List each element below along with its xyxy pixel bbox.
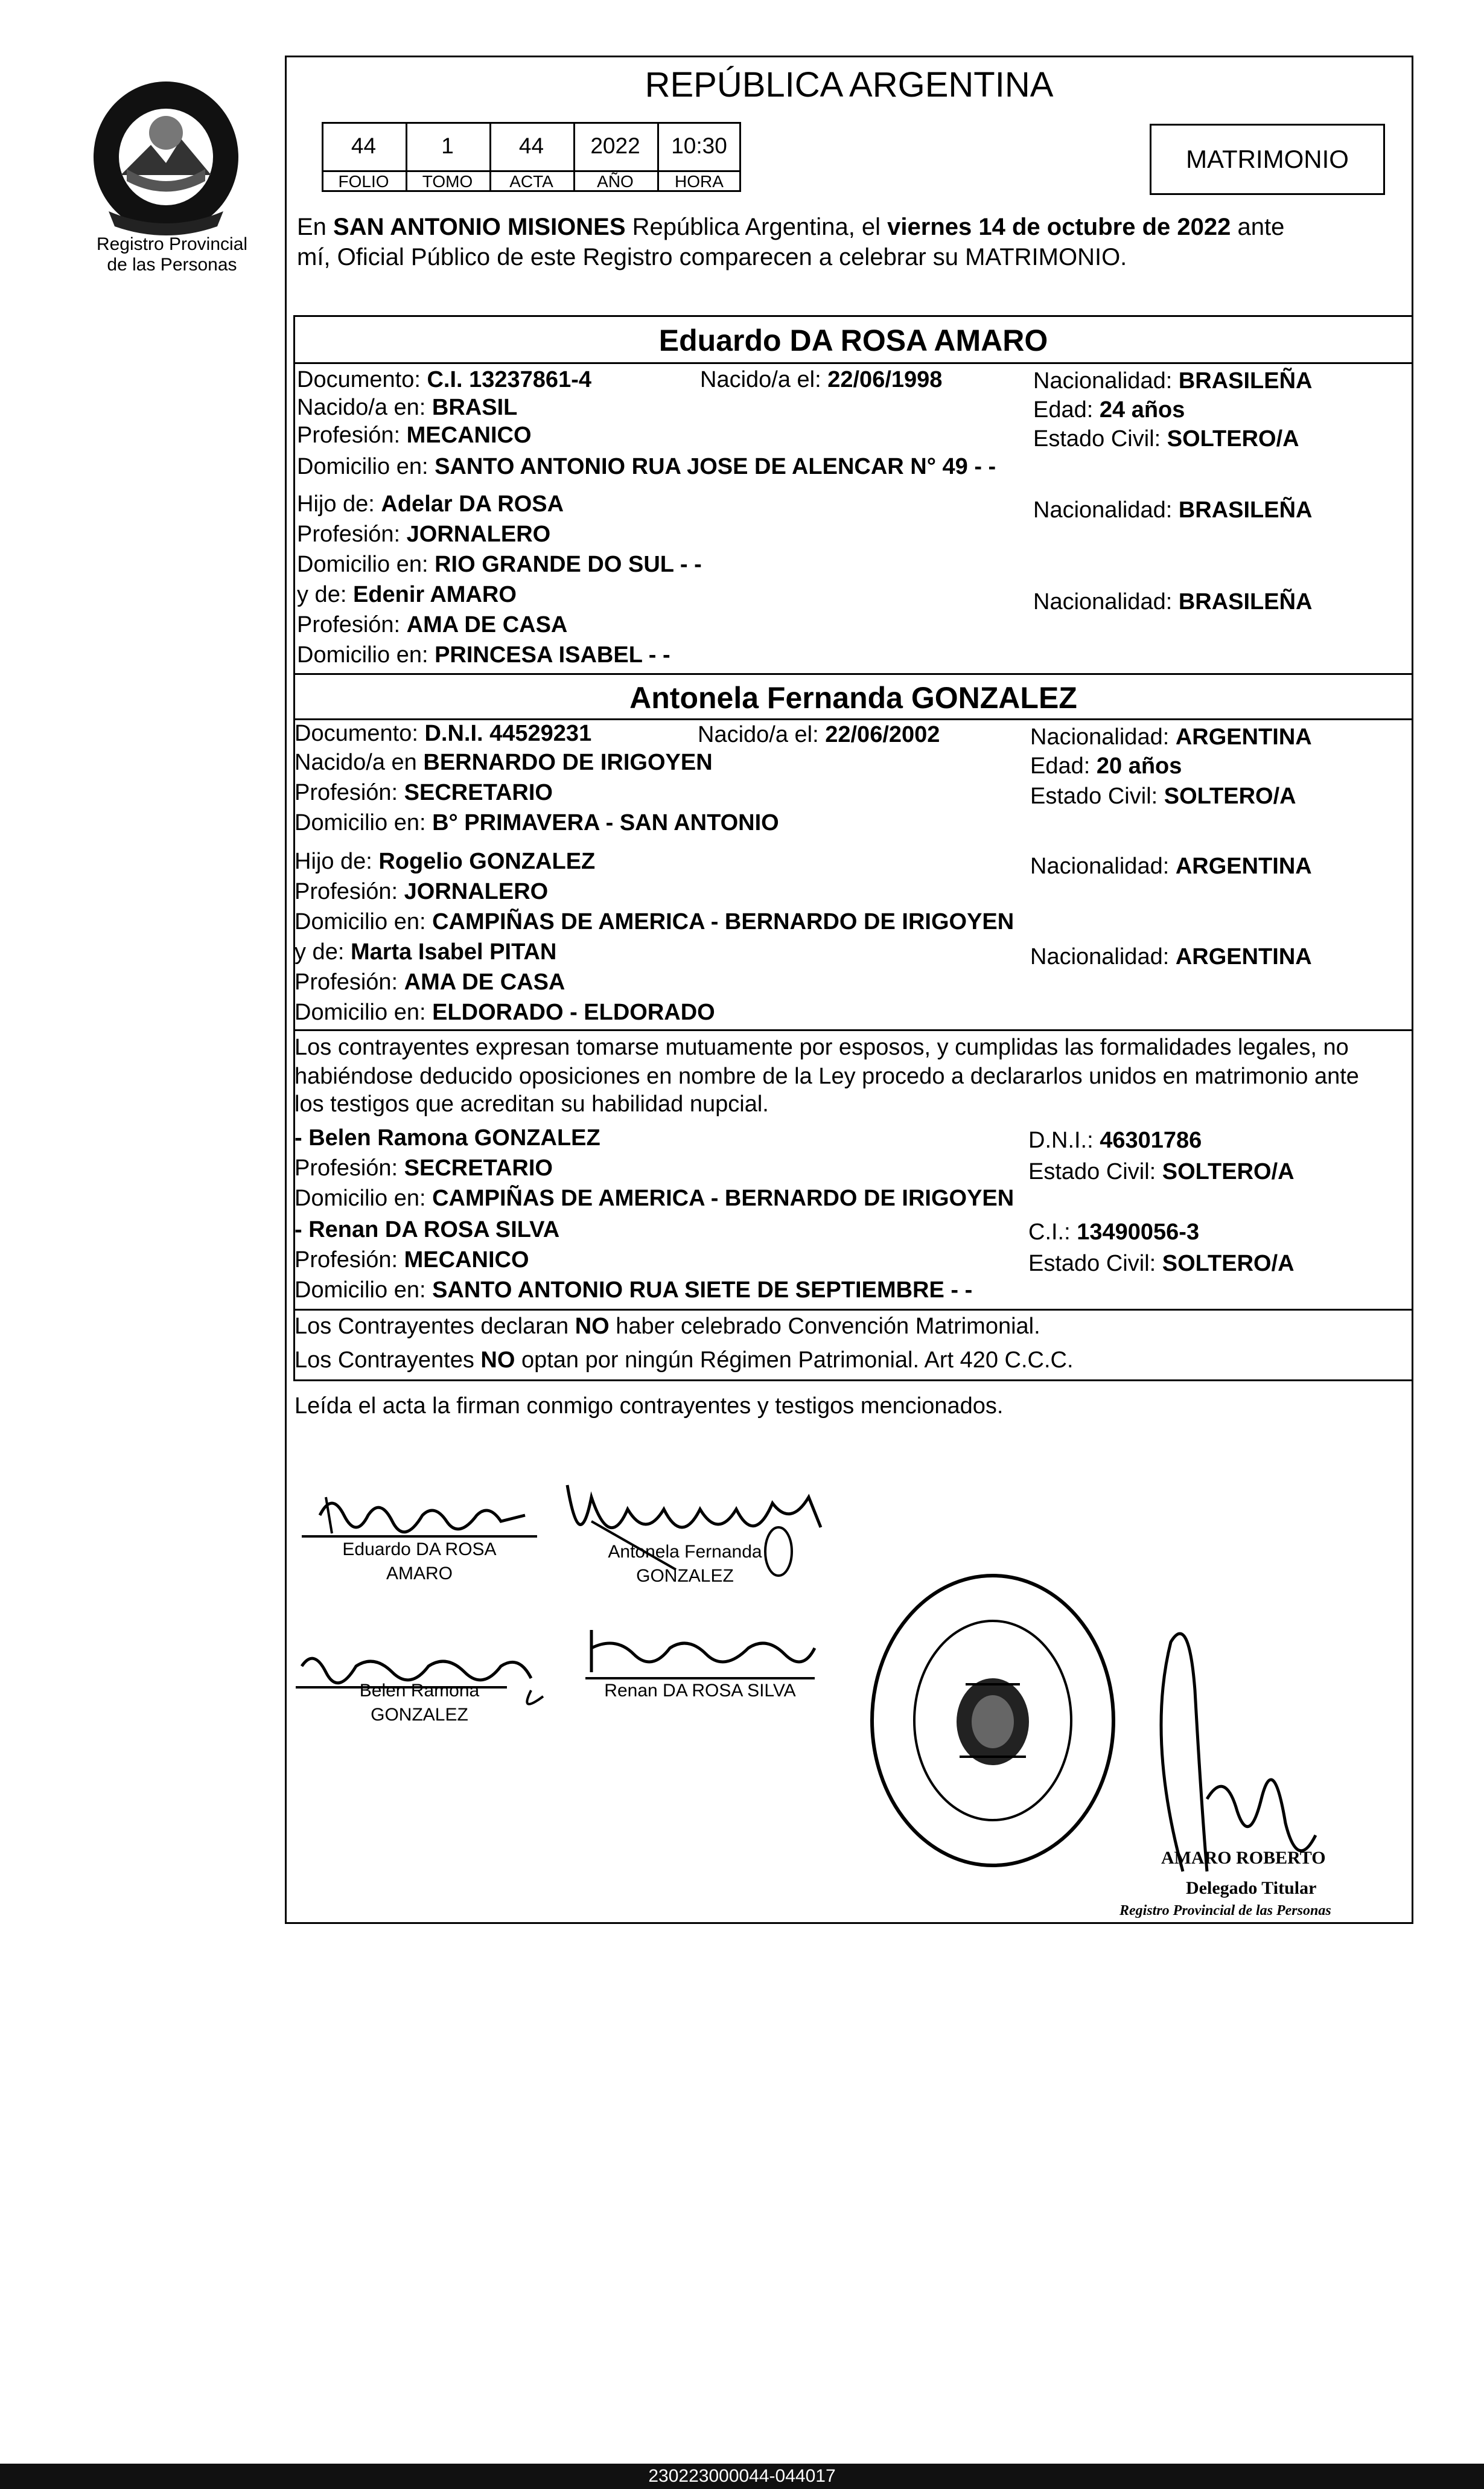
divider-header (293, 315, 1413, 317)
value: SECRETARIO (404, 1155, 553, 1181)
value: 22/06/1998 (827, 367, 943, 392)
value: B° PRIMAVERA - SAN ANTONIO (432, 810, 779, 836)
value: D.N.I. 44529231 (424, 721, 592, 746)
convention-line1 (295, 1312, 1040, 1340)
tomo-label: TOMO (422, 172, 473, 191)
emphasis: NO (575, 1314, 610, 1339)
divider-closing (293, 1379, 1413, 1381)
value: SOLTERO/A (1162, 1159, 1295, 1184)
spouse1-mother-nationality (1033, 588, 1313, 616)
label: Domicilio en: (295, 1277, 433, 1303)
witness1-name: - Belen Ramona GONZALEZ (295, 1125, 600, 1151)
label: Hijo de: (295, 849, 379, 874)
value: SOLTERO/A (1167, 426, 1299, 452)
label: Profesión: (295, 780, 404, 805)
label: Nacido/a el: (698, 722, 826, 747)
witness2-profession (295, 1246, 529, 1274)
label: Nacionalidad: (1030, 724, 1176, 750)
value: CAMPIÑAS DE AMERICA - BERNARDO DE IRIGOYEN (432, 909, 1014, 935)
label: Estado Civil: (1030, 784, 1164, 809)
value: SOLTERO/A (1164, 784, 1296, 809)
label: Nacido/a en (295, 750, 424, 775)
folio-label: FOLIO (338, 172, 389, 191)
label: Domicilio en: (297, 642, 435, 668)
value: C.I. 13237861-4 (427, 367, 591, 392)
declaration-line2: habiéndose deducido oposiciones en nombre de la Ley procedo a declararlos unidos en matrimonio ante (295, 1064, 1359, 1089)
tomo-value: 1 (441, 133, 454, 158)
signature-caption-s2-line1: Antonela Fernanda (608, 1542, 762, 1562)
signature-caption-s1-line1: Eduardo DA ROSA (342, 1539, 497, 1559)
country-title: REPÚBLICA ARGENTINA (645, 65, 1054, 104)
folio-value: 44 (351, 133, 377, 158)
value: ELDORADO - ELDORADO (432, 1000, 715, 1025)
label: Domicilio en: (295, 810, 433, 836)
intro-text: ante (1231, 214, 1285, 240)
spouse1-civil-status (1033, 425, 1299, 453)
spouse2-father (295, 848, 595, 875)
value: MECANICO (404, 1247, 529, 1273)
label: Documento: (297, 367, 427, 392)
label: Profesión: (295, 1247, 404, 1273)
label: C.I.: (1028, 1219, 1077, 1245)
label: Profesión: (297, 522, 407, 547)
intro-text: En (297, 214, 334, 240)
label: y de: (297, 582, 353, 607)
value: BRASILEÑA (1178, 497, 1313, 523)
footer-document-id: 230223000044-044017 (648, 2466, 836, 2486)
value: SANTO ANTONIO RUA SIETE DE SEPTIEMBRE - - (432, 1277, 973, 1303)
signature-caption-s3-line1: Belen Ramona (359, 1681, 480, 1701)
spouse2-address (295, 809, 779, 837)
label: Domicilio en: (295, 1000, 433, 1025)
text: haber celebrado Convención Matrimonial. (609, 1314, 1040, 1339)
spouse1-age (1033, 396, 1185, 424)
label: Profesión: (295, 970, 404, 995)
value: RIO GRANDE DO SUL - - (435, 552, 702, 577)
signature-caption-s4: Renan DA ROSA SILVA (604, 1681, 796, 1701)
value: SECRETARIO (404, 780, 553, 805)
value: MECANICO (406, 423, 532, 448)
signature-caption-s1-line2: AMARO (386, 1564, 453, 1583)
footer-bar (0, 2464, 1484, 2489)
label: D.N.I.: (1028, 1128, 1100, 1153)
spouse1-mother-profession (297, 611, 567, 639)
divider-declaration (293, 1029, 1413, 1031)
spouse2-document (295, 720, 591, 747)
ceremony-date: viernes 14 de octubre de 2022 (887, 214, 1231, 240)
text: Los Contrayentes (295, 1347, 481, 1373)
witness2-address (295, 1276, 972, 1304)
registry-name-line2: de las Personas (107, 255, 237, 275)
spouse2-profession (295, 779, 553, 807)
label: Estado Civil: (1033, 426, 1167, 452)
label: Nacionalidad: (1030, 854, 1176, 879)
value: CAMPIÑAS DE AMERICA - BERNARDO DE IRIGOYEN (432, 1186, 1014, 1211)
label: Estado Civil: (1028, 1251, 1162, 1276)
spouse1-mother-address (297, 641, 670, 669)
spouse2-nationality (1030, 723, 1312, 751)
label: Edad: (1033, 397, 1100, 423)
label: y de: (295, 939, 351, 965)
value: Edenir AMARO (352, 582, 517, 607)
witness2-document (1028, 1218, 1199, 1246)
spouse2-name: Antonela Fernanda GONZALEZ (629, 681, 1077, 715)
spouse1-father-address (297, 551, 702, 578)
value: JORNALERO (404, 879, 549, 904)
spouse2-civil-status (1030, 782, 1296, 810)
label: Domicilio en: (297, 454, 435, 479)
official-title: Delegado Titular (1186, 1878, 1317, 1898)
spouse1-father-nationality (1033, 496, 1313, 524)
text: optan por ningún Régimen Patrimonial. Art 420 C.C.C. (515, 1347, 1074, 1373)
label: Profesión: (297, 423, 407, 448)
label: Profesión: (297, 612, 407, 637)
anio-label: AÑO (597, 172, 634, 191)
spouse1-address (297, 453, 996, 481)
witness1-document (1028, 1126, 1202, 1154)
spouse1-nationality (1033, 367, 1313, 395)
official-name: AMARO ROBERTO (1161, 1848, 1326, 1868)
witness1-address (295, 1184, 1014, 1212)
signature-official (1135, 1618, 1352, 1884)
spouse2-mother-address (295, 998, 715, 1026)
value: PRINCESA ISABEL - - (435, 642, 670, 668)
value: Rogelio GONZALEZ (378, 849, 596, 874)
intro-line2: mí, Oficial Público de este Registro comparecen a celebrar su MATRIMONIO. (297, 244, 1127, 270)
label: Nacionalidad: (1033, 368, 1179, 394)
value: ARGENTINA (1175, 854, 1312, 879)
label: Hijo de: (297, 491, 381, 517)
label: Documento: (295, 721, 425, 746)
value: ARGENTINA (1175, 724, 1312, 750)
emphasis: NO (480, 1347, 515, 1373)
spouse2-mother-profession (295, 968, 565, 996)
value: AMA DE CASA (404, 970, 565, 995)
value: 24 años (1099, 397, 1185, 423)
spouse1-birthdate (700, 366, 942, 394)
acta-value: 44 (518, 133, 544, 158)
signature-caption-s2-line2: GONZALEZ (636, 1566, 734, 1586)
spouse2-birthdate (698, 721, 940, 749)
value: BRASIL (432, 395, 518, 420)
registry-stamp (857, 1564, 1129, 1877)
value: ARGENTINA (1175, 944, 1312, 970)
declaration-line1: Los contrayentes expresan tomarse mutuamente por esposos, y cumplidas las formalidades legales, no (295, 1035, 1349, 1060)
hora-value: 10:30 (671, 133, 727, 158)
value: 20 años (1096, 753, 1182, 779)
label: Profesión: (295, 1155, 404, 1181)
act-type-box (1150, 124, 1385, 195)
spouse1-birthplace (297, 394, 517, 421)
value: BERNARDO DE IRIGOYEN (423, 750, 713, 775)
value: SANTO ANTONIO RUA JOSE DE ALENCAR N° 49 - - (435, 454, 996, 479)
witness1-profession (295, 1154, 553, 1182)
divider-spouse1-name (293, 362, 1413, 364)
value: JORNALERO (406, 522, 551, 547)
value: AMA DE CASA (406, 612, 568, 637)
spouse1-profession (297, 421, 532, 449)
declaration-line3: los testigos que acreditan su habilidad nupcial. (295, 1091, 769, 1117)
value: BRASILEÑA (1178, 589, 1313, 615)
intro-text: República Argentina, el (625, 214, 888, 240)
label: Nacido/a el: (700, 367, 828, 392)
label: Nacionalidad: (1030, 944, 1176, 970)
label: Estado Civil: (1028, 1159, 1162, 1184)
spouse1-document (297, 366, 591, 394)
convention-line2 (295, 1346, 1074, 1374)
signature-renan (579, 1612, 833, 1690)
spouse2-age (1030, 752, 1182, 780)
value: 46301786 (1100, 1128, 1202, 1153)
spouse1-father (297, 490, 564, 518)
witness2-name: - Renan DA ROSA SILVA (295, 1217, 560, 1242)
label: Nacionalidad: (1033, 589, 1179, 615)
intro-line1 (297, 212, 1284, 241)
witness2-civil-status (1028, 1250, 1295, 1277)
witness1-civil-status (1028, 1158, 1295, 1186)
value: Marta Isabel PITAN (350, 939, 557, 965)
label: Edad: (1030, 753, 1097, 779)
spouse2-mother-nationality (1030, 943, 1312, 971)
hora-label: HORA (675, 172, 724, 191)
label: Domicilio en: (295, 909, 433, 935)
spouse2-birthplace (295, 749, 713, 776)
label: Nacido/a en: (297, 395, 432, 420)
spouse1-name: Eduardo DA ROSA AMARO (658, 324, 1048, 357)
spouse2-mother (295, 938, 556, 966)
value: BRASILEÑA (1178, 368, 1313, 394)
label: Domicilio en: (297, 552, 435, 577)
label: Nacionalidad: (1033, 497, 1179, 523)
value: 13490056-3 (1077, 1219, 1200, 1245)
official-organization: Registro Provincial de las Personas (1119, 1903, 1331, 1919)
spouse1-father-profession (297, 520, 550, 548)
ceremony-place: SAN ANTONIO MISIONES (333, 214, 626, 240)
value: SOLTERO/A (1162, 1251, 1295, 1276)
spouse2-father-address (295, 908, 1014, 936)
divider-spouse2 (293, 673, 1413, 675)
acta-label: ACTA (509, 172, 553, 191)
divider-conventions (293, 1309, 1413, 1311)
value: Adelar DA ROSA (381, 491, 564, 517)
value: 22/06/2002 (825, 722, 940, 747)
signature-caption-s3-line2: GONZALEZ (371, 1705, 468, 1725)
label: Profesión: (295, 879, 404, 904)
anio-value: 2022 (590, 133, 640, 158)
registry-logo (84, 72, 247, 235)
act-type: MATRIMONIO (1186, 145, 1349, 173)
spouse2-father-profession (295, 878, 548, 906)
registry-name-line1: Registro Provincial (96, 234, 248, 254)
label: Domicilio en: (295, 1186, 433, 1211)
spouse1-mother (297, 581, 517, 609)
text: Los Contrayentes declaran (295, 1314, 575, 1339)
closing-statement: Leída el acta la firman conmigo contrayentes y testigos mencionados. (295, 1393, 1004, 1419)
spouse2-father-nationality (1030, 852, 1312, 880)
